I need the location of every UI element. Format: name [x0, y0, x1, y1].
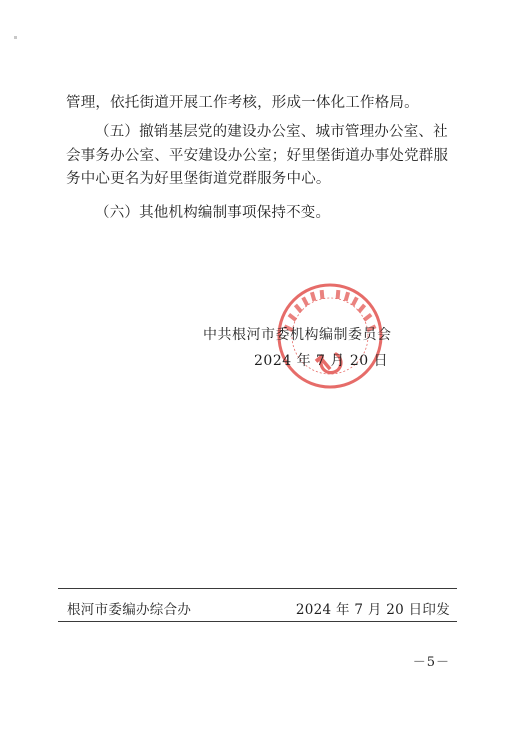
paragraph-item-5: （五）撤销基层党的建设办公室、城市管理办公室、社会事务办公室、平安建设办公室；好里堡街道办事处党群服务中心更名为好里堡街道党群服务中心。: [66, 124, 449, 187]
signature-date: 2024 年 7 月 20 日: [254, 353, 389, 369]
footer-rule-bottom: [58, 621, 457, 622]
signature-organization: 中共根河市委机构编制委员会: [203, 327, 392, 343]
page-number: －5－: [412, 655, 450, 670]
footer-print-date: 2024 年 7 月 20 日印发: [295, 602, 450, 618]
paragraph-continuation: 管理，依托街道开展工作考核，形成一体化工作格局。: [66, 95, 419, 111]
footer-issuer: 根河市委编办综合办: [67, 602, 192, 618]
scan-mark: [14, 36, 17, 39]
paragraph-item-6: （六）其他机构编制事项保持不变。: [95, 205, 331, 221]
footer-rule-top: [58, 588, 457, 589]
